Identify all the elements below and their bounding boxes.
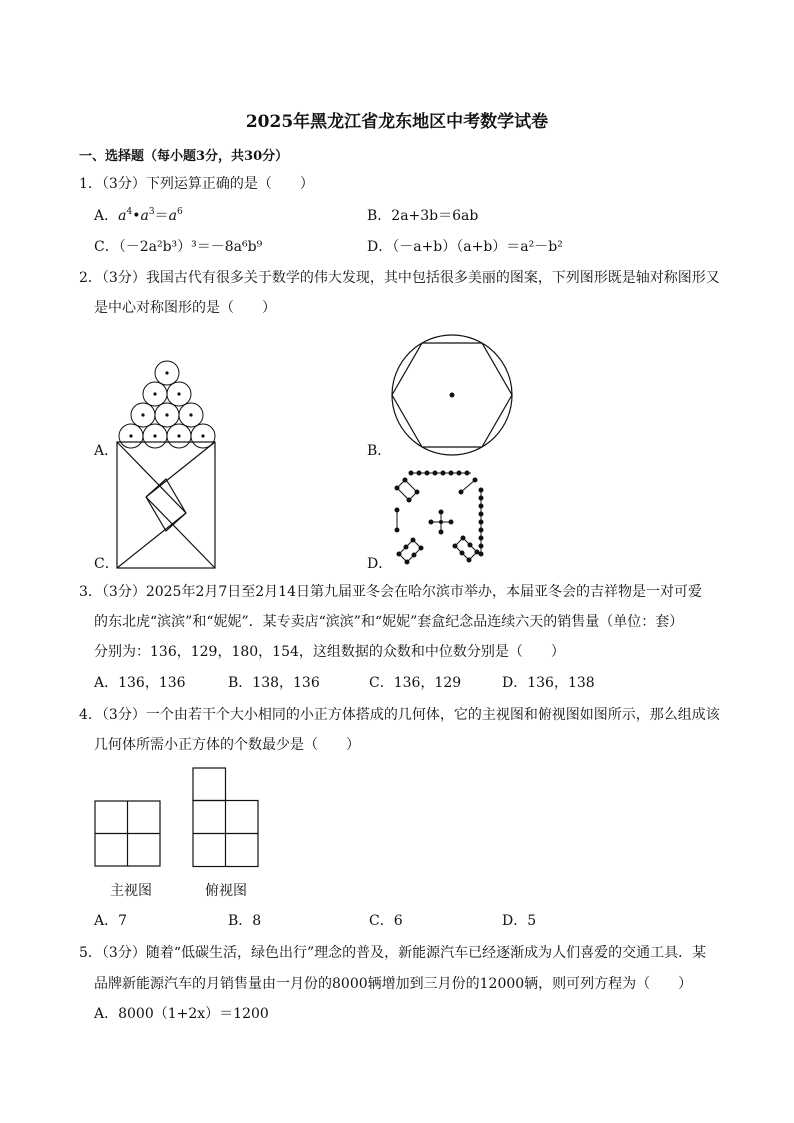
q2-figure-d-dot-pattern xyxy=(389,468,493,572)
q1-option-a-label: A． xyxy=(94,208,119,224)
q3-line-3: 分别为：136，129，180，154，这组数据的众数和中位数分别是（ ） xyxy=(94,644,565,660)
q2-label-c: C． xyxy=(94,556,119,572)
q4-line-2: 几何体所需小正方体的个数最少是（ ） xyxy=(94,737,360,753)
q5-option-a: A．8000（1+2x）＝1200 xyxy=(94,1006,269,1022)
q4-caption-top-view: 俯视图 xyxy=(205,883,247,899)
q4-caption-front-view: 主视图 xyxy=(110,883,152,899)
q5-line-2: 品牌新能源汽车的月销售量由一月份的8000辆增加到三月份的12000辆，则可列方程为（ ） xyxy=(94,976,693,992)
q1-option-a: A．$a^4•a^3=a^6$ xyxy=(94,207,183,224)
q3-option-a: A．136，136 xyxy=(94,675,186,691)
q3-option-d: D．136，138 xyxy=(502,675,595,691)
q1-stem: 1．（3分）下列运算正确的是（ ） xyxy=(79,176,314,192)
q3-line-1: 3．（3分）2025年2月7日至2月14日第九届亚冬会在哈尔滨市举办，本届亚冬会的吉祥物是一对可爱 xyxy=(79,584,702,600)
q2-line-1: 2．（3分）我国古代有很多关于数学的伟大发现，其中包括很多美丽的图案，下列图形既是轴对称图形又 xyxy=(79,270,720,286)
q4-front-view-grid xyxy=(94,800,162,868)
q3-option-c: C．136，129 xyxy=(369,675,462,691)
q2-label-d: D． xyxy=(367,556,393,572)
q2-label-a: A． xyxy=(94,443,119,459)
page-title: 2025年黑龙江省龙东地区中考数学试卷 xyxy=(245,112,549,132)
q4-option-b: B．8 xyxy=(228,913,262,929)
q2-figure-c-pinwheel-square xyxy=(116,441,216,571)
section-heading: 一、选择题（每小题3分，共30分） xyxy=(79,149,289,164)
q4-option-c: C．6 xyxy=(369,913,403,929)
q3-line-2: 的东北虎“滨滨”和“妮妮”．某专卖店“滨滨”和“妮妮”套盒纪念品连续六天的销售量（单位：套） xyxy=(94,614,684,630)
q3-option-b: B．138，136 xyxy=(228,675,320,691)
q4-option-a: A．7 xyxy=(94,913,128,929)
q2-label-b: B． xyxy=(367,443,392,459)
q4-line-1: 4．（3分）一个由若干个大小相同的小正方体搭成的几何体，它的主视图和俯视图如图所示，那么组成该 xyxy=(79,707,720,723)
q4-top-view-grid xyxy=(192,767,260,868)
q1-option-c: C．（－2a²b³）³＝－8a⁶b⁹ xyxy=(94,239,263,255)
q1-option-b: B．2a+3b＝6ab xyxy=(367,208,479,224)
q5-line-1: 5．（3分）随着“低碳生活，绿色出行”理念的普及，新能源汽车已经逐渐成为人们喜爱的交通工具．某 xyxy=(79,945,707,961)
q2-figure-b-hexagon-in-circle xyxy=(389,332,515,458)
q4-option-d: D．5 xyxy=(502,913,537,929)
q1-option-d: D．（－a+b）（a+b）＝a²－b² xyxy=(367,239,563,255)
q2-line-2: 是中心对称图形的是（ ） xyxy=(94,300,276,316)
